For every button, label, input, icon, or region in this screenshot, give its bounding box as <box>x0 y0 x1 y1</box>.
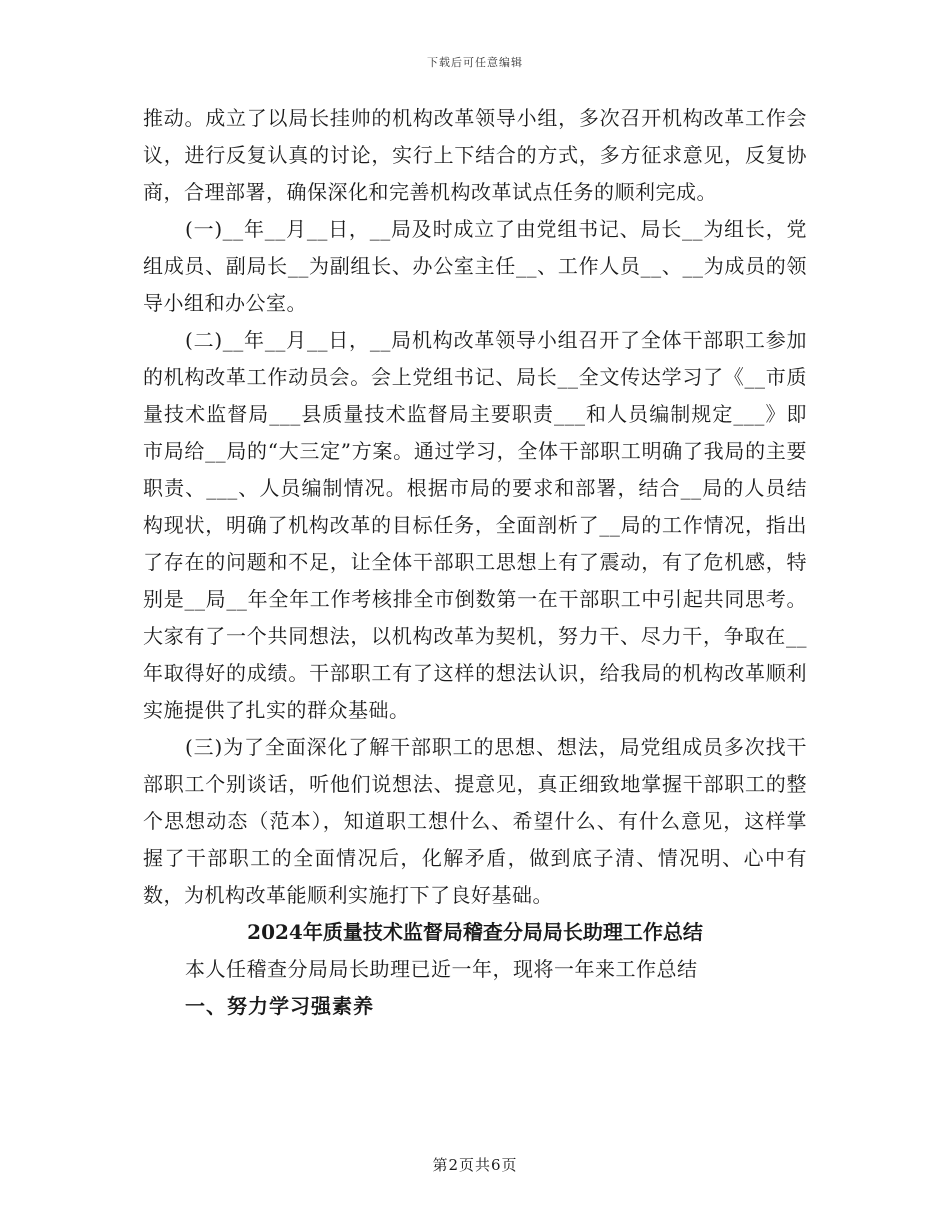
document-body <box>143 100 807 1025</box>
page-header: 下载后可任意编辑 <box>427 56 523 69</box>
paragraph-item-3: (三)为了全面深化了解干部职工的思想、想法，局党组成员多次找干部职工个别谈话，听他们说想法、提意见，真正细致地掌握干部职工的整个思想动态（范本），知道职工想什么、希望什么、有什么意见，这样掌握了干部职工的全面情况后，化解矛盾，做到底子清、情况明、心中有数，为机构改革能顺利实施打下了良好基础。 <box>143 735 807 907</box>
page-number: 第2页共6页 <box>432 1156 518 1174</box>
subheading: 一、努力学习强素养 <box>185 994 374 1018</box>
paragraph-intro: 推动。成立了以局长挂帅的机构改革领导小组，多次召开机构改革工作会议，进行反复认真的讨论，实行上下结合的方式，多方征求意见，反复协商，合理部署，确保深化和完善机构改革试点任务的顺利完成。 <box>143 106 807 204</box>
section-title: 2024年质量技术监督局稽查分局局长助理工作总结 <box>247 920 703 944</box>
paragraph-item-1: (一)__年__月__日，__局及时成立了由党组书记、局长__为组长，党组成员、副局长__为副组长、办公室主任__、工作人员__、__为成员的领导小组和办公室。 <box>143 217 807 315</box>
paragraph-item-2: (二)__年__月__日，__局机构改革领导小组召开了全体干部职工参加的机构改革工作动员会。会上党组书记、局长__全文传达学习了《__市质量技术监督局___县质量技术监督局主要职责___和人员编制规定___》即市局给__局的“大三定”方案。通过学习，全体干部职工明确了我局的主要职责、___、人员编制情况。根据市局的要求和部署，结合__局的人员结构现状，明确了机构改革的目标任务，全面剖析了__局的工作情况，指出了存在的问题和不足，让全体干部职工思想上有了震动，有了危机感，特别是__局__年全年工作考核排全市倒数第一在干部职工中引起共同思考。大家有了一个共同想法，以机构改革为契机，努力干、尽力干，争取在__年取得好的成绩。干部职工有了这样的想法认识，给我局的机构改革顺利实施提供了扎实的群众基础。 <box>143 328 807 722</box>
paragraph-summary-intro: 本人任稽查分局局长助理已近一年，现将一年来工作总结 <box>185 957 698 981</box>
